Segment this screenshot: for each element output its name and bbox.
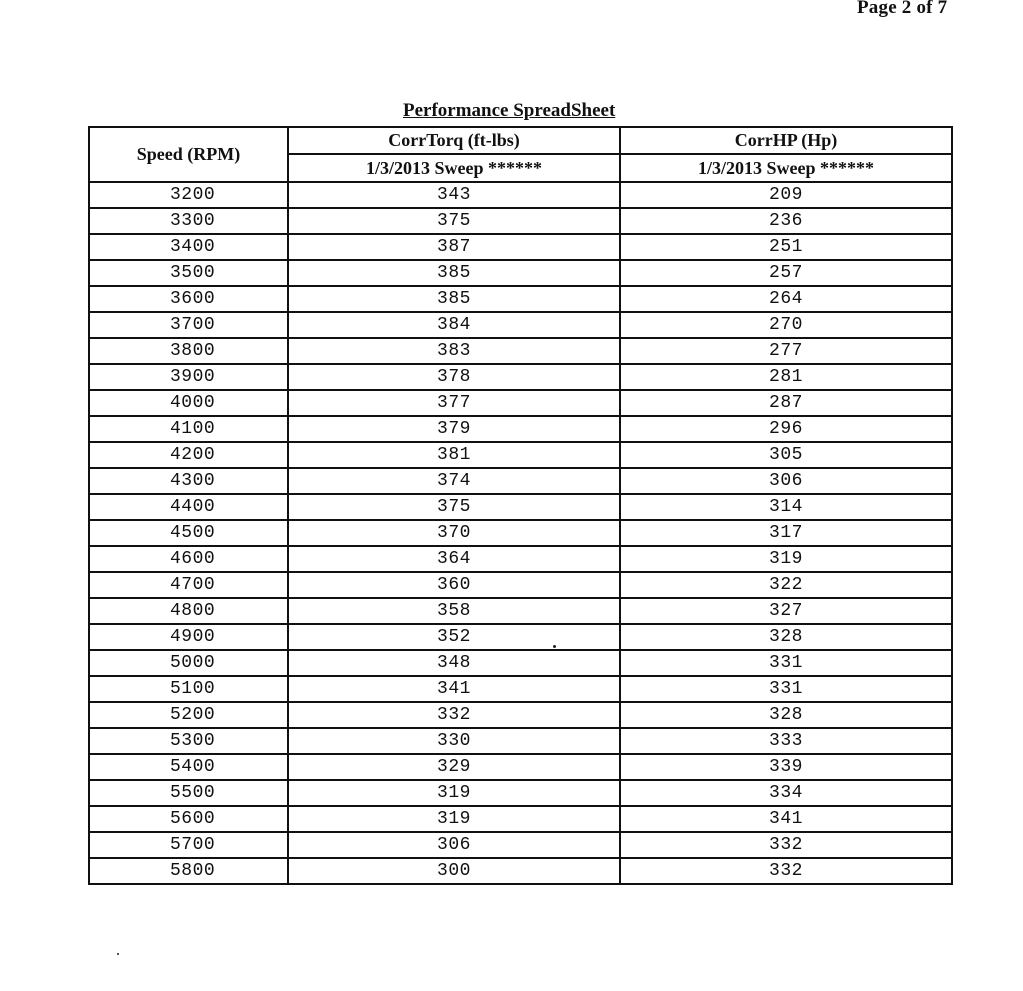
table-row [89,260,952,286]
hp-cell: 287 [620,390,952,416]
hp-cell: 306 [620,468,952,494]
torque-cell: 374 [288,468,620,494]
speed-cell: 3800 [89,338,288,364]
torque-cell: 343 [288,182,620,208]
table-row [89,676,952,702]
hp-cell: 317 [620,520,952,546]
hp-cell: 270 [620,312,952,338]
torque-cell: 358 [288,598,620,624]
speed-cell: 4200 [89,442,288,468]
torque-subheader: 1/3/2013 Sweep ****** [288,154,620,182]
hp-cell: 281 [620,364,952,390]
speed-cell: 3500 [89,260,288,286]
hp-cell: 209 [620,182,952,208]
torque-cell: 383 [288,338,620,364]
table-row [89,338,952,364]
scan-speck [117,953,119,955]
speed-cell: 4700 [89,572,288,598]
speed-cell: 3900 [89,364,288,390]
speed-cell: 3200 [89,182,288,208]
table-row [89,702,952,728]
hp-cell: 277 [620,338,952,364]
speed-cell: 4000 [89,390,288,416]
torque-cell: 378 [288,364,620,390]
torque-header: CorrTorq (ft-lbs) [288,127,620,154]
table-row [89,208,952,234]
hp-cell: 251 [620,234,952,260]
speed-header: Speed (RPM) [89,127,288,182]
table-row [89,286,952,312]
table-row [89,234,952,260]
torque-cell: 348 [288,650,620,676]
hp-cell: 257 [620,260,952,286]
sheet-title: Performance SpreadSheet [403,100,616,121]
torque-cell: 375 [288,494,620,520]
table-row [89,598,952,624]
hp-cell: 341 [620,806,952,832]
table-row [89,468,952,494]
table-row [89,832,952,858]
hp-cell: 331 [620,650,952,676]
hp-cell: 339 [620,754,952,780]
table-row [89,572,952,598]
hp-cell: 319 [620,546,952,572]
torque-cell: 384 [288,312,620,338]
torque-cell: 306 [288,832,620,858]
table-body [89,182,952,884]
table-row [89,624,952,650]
hp-cell: 333 [620,728,952,754]
torque-cell: 330 [288,728,620,754]
hp-cell: 322 [620,572,952,598]
hp-cell: 296 [620,416,952,442]
table-row [89,364,952,390]
table-row [89,780,952,806]
hp-subheader: 1/3/2013 Sweep ****** [620,154,952,182]
speed-cell: 3700 [89,312,288,338]
hp-cell: 264 [620,286,952,312]
speed-cell: 4800 [89,598,288,624]
torque-cell: 332 [288,702,620,728]
torque-cell: 385 [288,286,620,312]
torque-cell: 319 [288,780,620,806]
speed-cell: 4900 [89,624,288,650]
table-row [89,390,952,416]
table-row [89,520,952,546]
torque-cell: 352 [288,624,620,650]
speed-cell: 5100 [89,676,288,702]
speed-cell: 4400 [89,494,288,520]
page-number: Page 2 of 7 [857,0,948,18]
speed-cell: 5600 [89,806,288,832]
table-row [89,806,952,832]
speed-cell: 3300 [89,208,288,234]
speed-cell: 4500 [89,520,288,546]
table-row [89,416,952,442]
speed-cell: 4300 [89,468,288,494]
table-row [89,650,952,676]
table-row [89,182,952,208]
speed-cell: 3600 [89,286,288,312]
speed-cell: 3400 [89,234,288,260]
speed-cell: 5400 [89,754,288,780]
table-row [89,728,952,754]
hp-cell: 305 [620,442,952,468]
hp-cell: 314 [620,494,952,520]
torque-cell: 329 [288,754,620,780]
table-row [89,312,952,338]
torque-cell: 387 [288,234,620,260]
torque-cell: 375 [288,208,620,234]
scan-speck [553,645,556,648]
torque-cell: 364 [288,546,620,572]
table-row [89,442,952,468]
performance-table [88,126,953,885]
speed-cell: 5500 [89,780,288,806]
table-row [89,494,952,520]
speed-cell: 5300 [89,728,288,754]
hp-cell: 328 [620,624,952,650]
speed-cell: 5200 [89,702,288,728]
hp-cell: 331 [620,676,952,702]
torque-cell: 360 [288,572,620,598]
torque-cell: 381 [288,442,620,468]
speed-cell: 4100 [89,416,288,442]
hp-cell: 236 [620,208,952,234]
hp-cell: 334 [620,780,952,806]
table-row [89,858,952,884]
torque-cell: 341 [288,676,620,702]
torque-cell: 300 [288,858,620,884]
header-row [89,127,952,154]
torque-cell: 379 [288,416,620,442]
hp-cell: 332 [620,832,952,858]
hp-cell: 328 [620,702,952,728]
hp-cell: 332 [620,858,952,884]
hp-cell: 327 [620,598,952,624]
table-row [89,754,952,780]
speed-cell: 5700 [89,832,288,858]
torque-cell: 319 [288,806,620,832]
speed-cell: 5800 [89,858,288,884]
speed-cell: 4600 [89,546,288,572]
hp-header: CorrHP (Hp) [620,127,952,154]
speed-cell: 5000 [89,650,288,676]
table-row [89,546,952,572]
torque-cell: 370 [288,520,620,546]
torque-cell: 377 [288,390,620,416]
torque-cell: 385 [288,260,620,286]
